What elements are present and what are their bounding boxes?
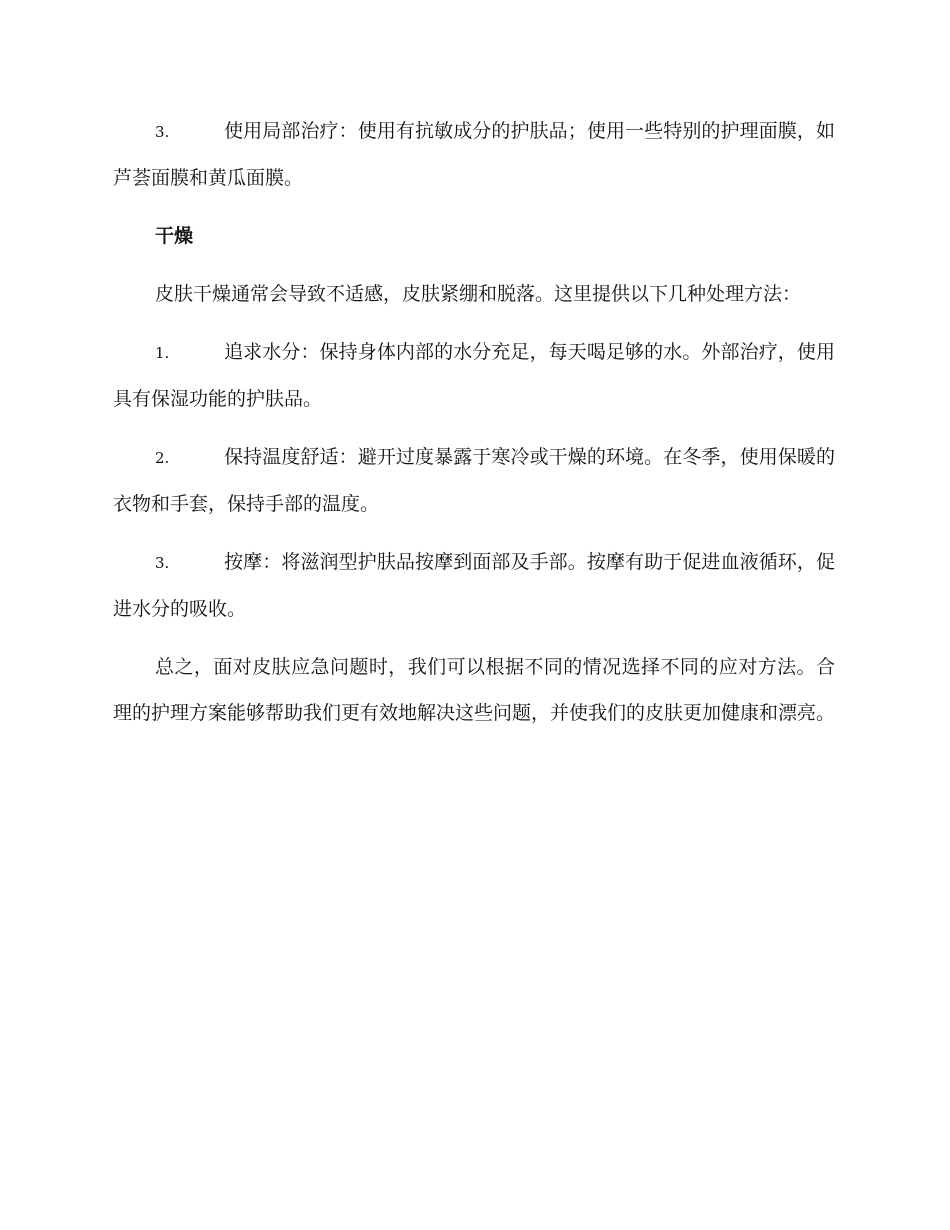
list-item-text: 使用局部治疗：使用有抗敏成分的护肤品；使用一些特别的护理面膜，如芦荟面膜和黄瓜面膜。	[113, 120, 835, 189]
section-heading-dry: 干燥	[155, 225, 194, 247]
list-item-dry-1	[113, 329, 835, 422]
list-item-text: 追求水分：保持身体内部的水分充足，每天喝足够的水。外部治疗，使用具有保湿功能的护肤品。	[113, 341, 835, 410]
conclusion-paragraph: 总之，面对皮肤应急问题时，我们可以根据不同的情况选择不同的应对方法。合理的护理方案能够帮助我们更有效地解决这些问题，并使我们的皮肤更加健康和漂亮。	[113, 656, 836, 724]
dry-intro-paragraph: 皮肤干燥通常会导致不适感，皮肤紧绷和脱落。这里提供以下几种处理方法：	[155, 283, 802, 305]
list-item-dry-2	[113, 434, 835, 527]
list-number: 1.	[155, 344, 170, 362]
list-item-allergy-3	[113, 108, 835, 201]
list-item-text: 按摩：将滋润型护肤品按摩到面部及手部。按摩有助于促进血液循环，促进水分的吸收。	[113, 551, 835, 620]
list-number: 3.	[155, 554, 170, 572]
list-item-dry-3	[113, 539, 835, 632]
list-number: 3.	[155, 123, 170, 141]
list-item-text: 保持温度舒适：避开过度暴露于寒冷或干燥的环境。在冬季，使用保暖的衣物和手套，保持手部的温度。	[113, 446, 835, 515]
list-number: 2.	[155, 449, 170, 467]
document-page	[113, 108, 835, 736]
